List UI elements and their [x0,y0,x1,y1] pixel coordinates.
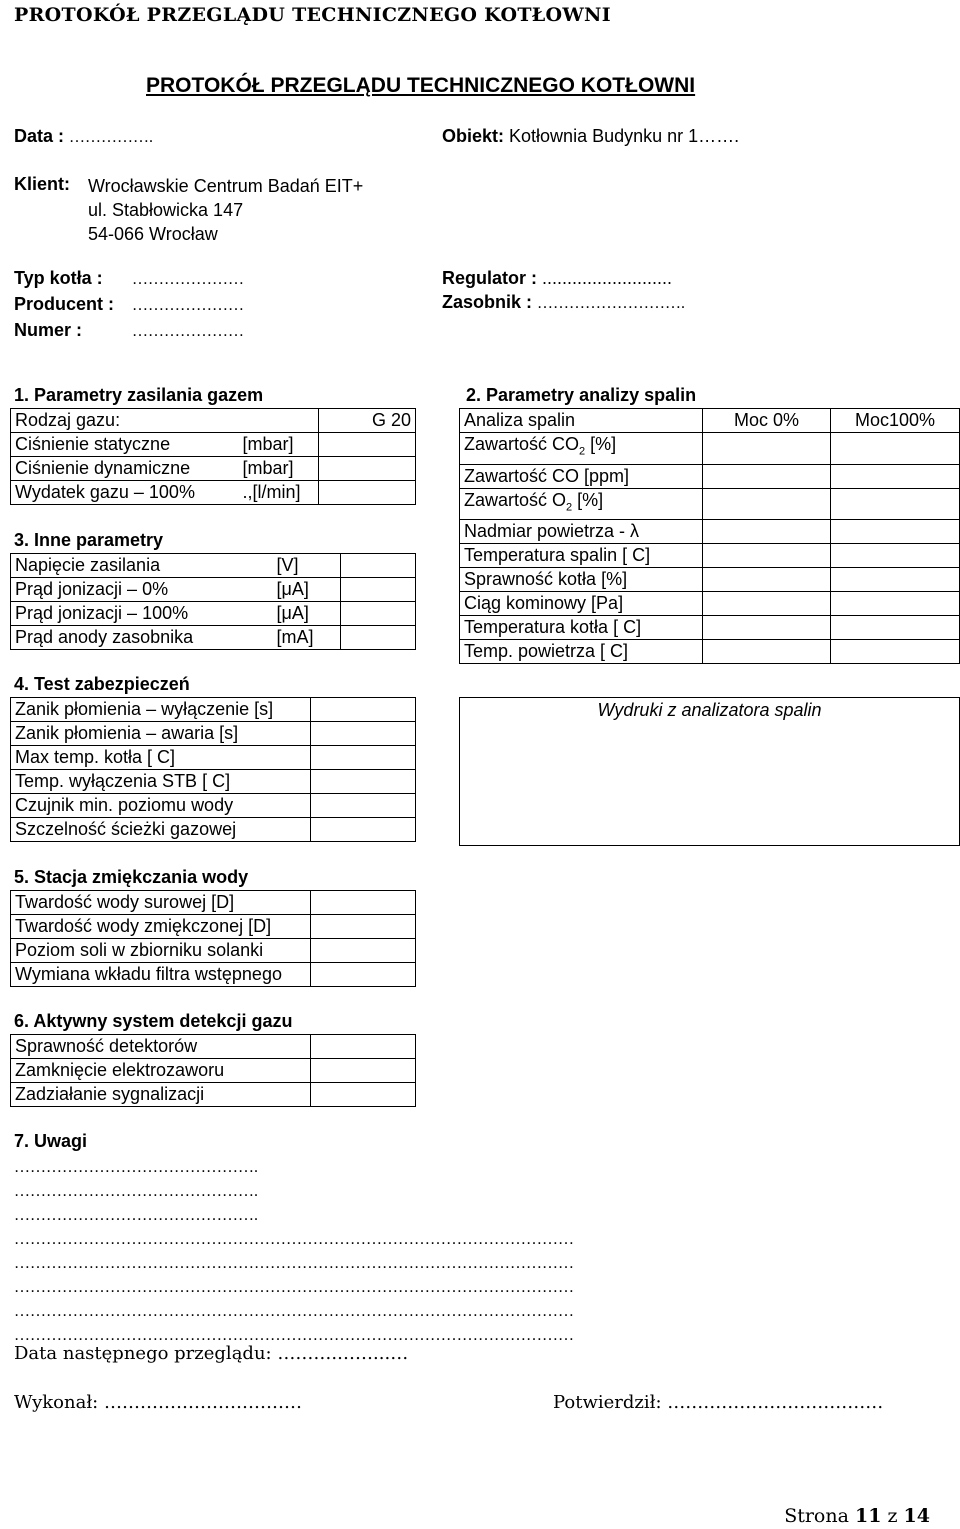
table-row [460,464,960,488]
header-cell: Moc 0% [703,409,831,433]
klient-line: Wrocławskie Centrum Badań EIT+ [88,176,364,196]
zasobnik-label: Zasobnik : [442,292,533,312]
table-row [11,1059,416,1083]
value-cell[interactable] [341,554,416,578]
table-cell: .,[l/min] [239,481,319,505]
table-cell: Ciśnienie statyczne [11,433,239,457]
value-cell[interactable] [703,616,831,640]
table-row [11,770,416,794]
table-cell: Prąd anody zasobnika [11,626,273,650]
section-6-title: 6. Aktywny system detekcji gazu [14,1011,293,1031]
printout-label: Wydruki z analizatora spalin [597,700,822,720]
value-cell[interactable] [831,488,960,520]
table-row [11,818,416,842]
boiler-info [14,266,244,344]
value-cell[interactable] [311,722,416,746]
data-label: Data : [14,126,65,146]
table-cell: Wymiana wkładu filtra wstępnego [11,963,311,987]
typ-value: ………………… [132,271,244,288]
value-cell[interactable] [703,464,831,488]
klient-line: ul. Stabłowicka 147 [88,200,244,220]
table-cell: Zamknięcie elektrozaworu [11,1059,311,1083]
section-2-title: 2. Parametry analizy spalin [466,385,697,405]
value-cell[interactable] [311,698,416,722]
value-cell[interactable] [311,891,416,915]
value-cell[interactable] [831,520,960,544]
next-review: Data następnego przeglądu: ……….……...… [14,1343,409,1364]
numer-value: ………………… [132,323,244,340]
producent-value: ………………… [132,297,244,314]
table-row [460,544,960,568]
table-row [11,409,416,433]
notes-line[interactable]: …………………………………………………………………………………………… [14,1327,574,1344]
table-cell: [μA] [273,578,341,602]
value-cell[interactable] [311,746,416,770]
value-cell[interactable] [703,640,831,664]
regulator-value: .......................... [542,268,673,288]
page-prefix: Strona [784,1505,849,1527]
table-cell: Szczelność ścieżki gazowej [11,818,311,842]
table-cell: [mA] [273,626,341,650]
table-cell: Sprawność kotła [%] [460,568,703,592]
notes-line[interactable]: ………………………………………. [14,1207,258,1224]
table-cell: Zawartość CO [ppm] [460,464,703,488]
table-cell: Temperatura spalin [ C] [460,544,703,568]
value-cell[interactable] [311,1083,416,1107]
value-cell[interactable] [703,544,831,568]
value-cell[interactable] [341,578,416,602]
other-params-table [10,553,416,650]
table-cell: Wydatek gazu – 100% [11,481,239,505]
value-cell[interactable] [831,568,960,592]
table-row [11,698,416,722]
value-cell[interactable] [831,464,960,488]
value-cell[interactable] [311,939,416,963]
klient-line: 54-066 Wrocław [88,224,218,244]
table-row [11,963,416,987]
table-row [11,457,416,481]
gas-detection-table [10,1034,416,1107]
value-cell[interactable] [341,626,416,650]
section-3-title: 3. Inne parametry [14,530,164,550]
table-row [11,746,416,770]
obiekt-label: Obiekt: [442,126,505,146]
table-cell: Zawartość $O_2$ [%] [460,488,703,520]
table-row [11,578,416,602]
table-cell: [μA] [273,602,341,626]
notes-lines [14,1156,574,1348]
regulator-label: Regulator : [442,268,538,288]
value-cell[interactable] [311,794,416,818]
value-cell[interactable] [831,433,960,465]
table-row [460,640,960,664]
data-value: ……………. [69,129,154,146]
table-row [11,602,416,626]
header-cell: Analiza spalin [460,409,703,433]
page-sep: z [887,1505,898,1527]
notes-line[interactable]: ………………………………………. [14,1159,258,1176]
document-title: PROTOKÓŁ PRZEGLĄDU TECHNICZNEGO KOTŁOWNI [146,74,696,97]
table-row [11,1035,416,1059]
page-current: 11 [854,1505,882,1527]
value-cell[interactable] [319,433,416,457]
table-cell: Prąd jonizacji – 100% [11,602,273,626]
zasobnik-value: ………………………. [537,295,686,312]
table-row [460,592,960,616]
header-cell: Moc100% [831,409,960,433]
section-4-title: 4. Test zabezpieczeń [14,674,190,694]
table-cell: Max temp. kotła [ C] [11,746,311,770]
notes-line[interactable]: ………………………………………. [14,1183,258,1200]
table-row [460,409,960,433]
value-cell[interactable] [831,544,960,568]
table-cell: G 20 [319,409,416,433]
value-cell[interactable] [311,915,416,939]
klient-label: Klient: [14,174,70,194]
typ-label: Typ kotła : [14,268,103,288]
notes-line[interactable]: …………………………………………………………………………………………… [14,1231,574,1248]
section-7-title: 7. Uwagi [14,1131,88,1151]
obiekt-value: Kotłownia Budynku nr 1……. [509,126,740,146]
value-cell[interactable] [703,568,831,592]
page-total: 14 [903,1505,930,1527]
value-cell[interactable] [703,592,831,616]
klient-address [88,174,363,246]
value-cell[interactable] [703,433,831,465]
notes-line[interactable]: …………………………………………………………………………………………… [14,1303,574,1320]
section-5-title: 5. Stacja zmiękczania wody [14,867,249,887]
value-cell[interactable] [831,616,960,640]
flue-analysis-table [459,408,960,664]
value-cell[interactable] [341,602,416,626]
value-cell[interactable] [319,481,416,505]
table-row [11,626,416,650]
table-cell: [mbar] [239,433,319,457]
safety-test-table [10,697,416,842]
value-cell[interactable] [703,488,831,520]
table-row [11,1083,416,1107]
table-cell: Czujnik min. poziomu wody [11,794,311,818]
table-row [11,722,416,746]
water-softening-table [10,890,416,987]
table-row [460,568,960,592]
table-cell: Ciśnienie dynamiczne [11,457,239,481]
table-row [460,520,960,544]
page-header: PROTOKÓŁ PRZEGLĄDU TECHNICZNEGO KOTŁOWNI [14,4,611,26]
gas-supply-table [10,408,416,505]
value-cell[interactable] [311,1035,416,1059]
value-cell[interactable] [311,770,416,794]
notes-line[interactable]: …………………………………………………………………………………………… [14,1255,574,1272]
value-cell[interactable] [311,1059,416,1083]
table-row [11,891,416,915]
table-row [460,488,960,520]
table-cell: Zanik płomienia – awaria [s] [11,722,311,746]
table-cell: Nadmiar powietrza - λ [460,520,703,544]
table-cell: Prąd jonizacji – 0% [11,578,273,602]
table-cell: Zanik płomienia – wyłączenie [s] [11,698,311,722]
confirmed-by: Potwierdził: ……………………………… [553,1392,884,1413]
section-1-title: 1. Parametry zasilania gazem [14,385,264,405]
table-row [11,481,416,505]
table-row [11,915,416,939]
data-row [14,126,153,147]
notes-line[interactable]: …………………………………………………………………………………………… [14,1279,574,1296]
table-cell: Temp. wyłączenia STB [ C] [11,770,311,794]
value-cell[interactable] [311,818,416,842]
value-cell[interactable] [831,592,960,616]
table-row [11,939,416,963]
table-cell: Temperatura kotła [ C] [460,616,703,640]
value-cell[interactable] [311,963,416,987]
table-cell: Zawartość $CO_2$ [%] [460,433,703,465]
value-cell[interactable] [703,520,831,544]
table-cell: Twardość wody surowej [D] [11,891,311,915]
table-row [460,433,960,465]
table-cell: Poziom soli w zbiorniku solanki [11,939,311,963]
table-cell: Twardość wody zmiękczonej [D] [11,915,311,939]
printout-box [459,697,960,846]
value-cell[interactable] [319,457,416,481]
table-cell: [mbar] [239,457,319,481]
table-cell: Zadziałanie sygnalizacji [11,1083,311,1107]
table-cell: Ciąg kominowy [Pa] [460,592,703,616]
table-row [460,616,960,640]
page-number [784,1505,930,1527]
table-cell: Napięcie zasilania [11,554,273,578]
regulator-info [442,266,685,316]
table-cell: Temp. powietrza [ C] [460,640,703,664]
numer-label: Numer : [14,320,83,340]
performed-by: Wykonał: …………………………… [14,1392,302,1413]
table-cell: Rodzaj gazu: [11,409,319,433]
table-row [11,554,416,578]
table-cell: [V] [273,554,341,578]
value-cell[interactable] [831,640,960,664]
table-row [11,433,416,457]
obiekt-row [442,126,739,147]
table-cell: Sprawność detektorów [11,1035,311,1059]
table-row [11,794,416,818]
producent-label: Producent : [14,294,115,314]
